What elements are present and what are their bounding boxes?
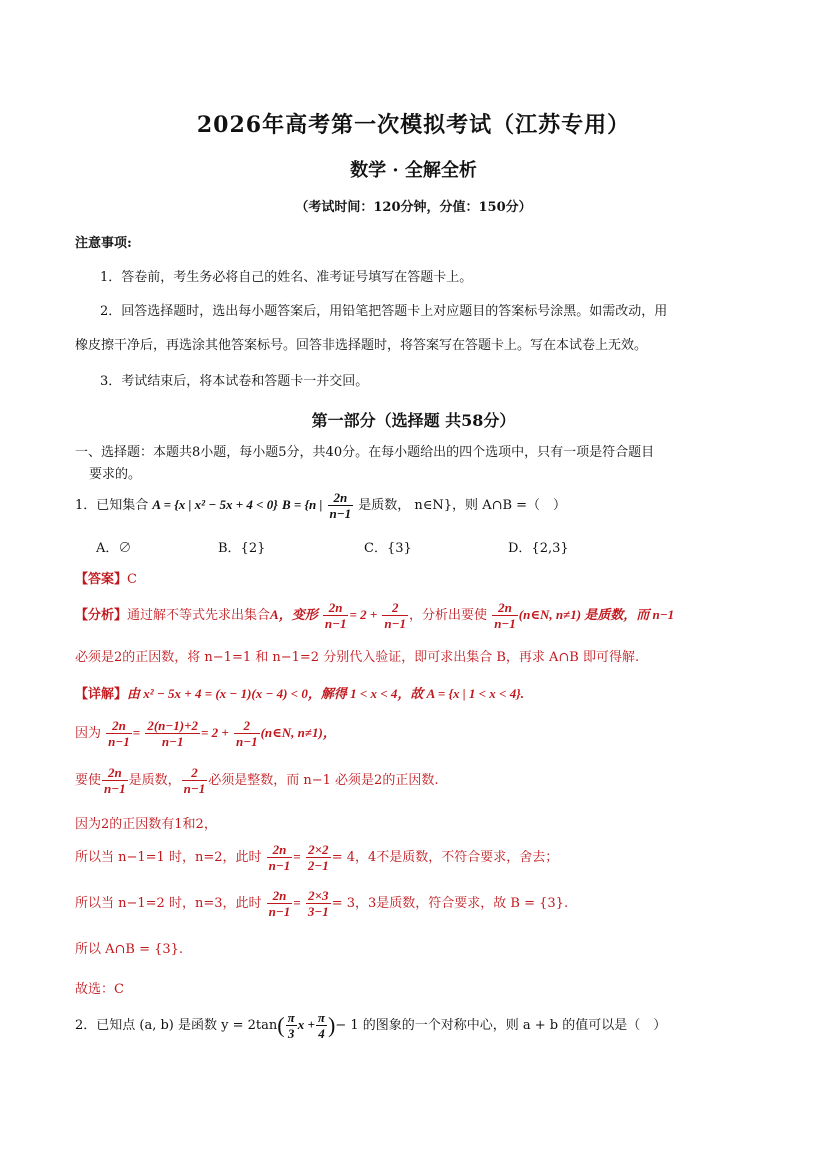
analysis-label: 【分析】 [75,608,128,623]
question-1-set-a: A = {x | x² − 5x + 4 < 0} [152,497,278,512]
option-b: B．{2} [218,541,266,556]
fraction-denominator: n−1 [235,734,258,749]
detail-line-5-pre: 所以当 n−1=1 时，n=2，此时 [75,850,262,865]
section-intro-line-1: 一、选择题：本题共8小题，每小题5分，共40分。在每小题给出的四个选项中，只有一项是符合题目 [75,445,655,460]
detail-text-1: 由 x² − 5x + 4 = (x − 1)(x − 4) < 0，解得 1 < x < 4，故 A = {x | 1 < x < 4}. [127,686,524,701]
detail-line-7: 所以 A∩B = {3}. [75,942,184,957]
analysis-text-a: 通过解不等式先求出集合 [127,608,271,623]
exam-info: （考试时间：120分钟，分值：150分） [295,200,532,215]
fraction-numerator: 2 [182,765,208,781]
detail-fraction-7 [306,842,331,873]
question-2-fraction-1 [286,1010,297,1041]
fraction-denominator: n−1 [324,616,347,631]
detail-fraction-1 [106,718,132,749]
detail-line-2: 因为 $\frac{2n}{n-1}$ = $\frac{2(n-1)+2}{n-1}$ = 2 + $\frac{2}{n-1}$ (n∈N, n≠1)， [75,718,336,749]
detail-line-3-tail: 必须是整数，而 n−1 必须是2的正因数. [208,773,439,788]
detail-line-5-tail: = 4，4不是质数，不符合要求，舍去； [331,850,559,865]
analysis-line-2: 必须是2的正因数，将 n−1=1 和 n−1=2 分别代入验证，即可求出集合 B，再求 A∩B 即可得解. [75,650,640,665]
detail-label: 【详解】 [75,687,128,702]
fraction-numerator: 2n [267,888,293,904]
answer-value: C [127,572,137,587]
option-a: A．∅ [96,541,132,556]
detail-fraction-8 [267,888,293,919]
answer-line [75,568,137,587]
detail-line-2-pre: 因为 [75,726,102,741]
detail-line-6: 所以当 n−1=2 时，n=3，此时 $\frac{2n}{n-1}$ = $\frac{2\times 3}{3-1}$ = 3，3是质数，符合要求，故 B = {3}. [75,888,569,919]
analysis-fraction-3 [492,600,518,631]
notice-item-3: 3．考试结束后，将本试卷和答题卡一并交回。 [100,374,369,389]
fraction-denominator: 3 [287,1026,295,1041]
question-1-fraction [328,490,354,521]
fraction-numerator: 2 [382,600,408,616]
fraction-denominator: n−1 [494,616,516,631]
detail-fraction-6 [267,842,293,873]
analysis-line-1 [75,598,674,633]
detail-line-1 [75,683,524,702]
answer-label: 【答案】 [75,572,128,587]
fraction-numerator: 2×3 [306,888,331,904]
fraction-denominator: 2−1 [307,858,329,873]
detail-fraction-4 [102,765,128,796]
page-title: 2026年高考第一次模拟考试（江苏专用） [196,112,631,138]
fraction-denominator: n−1 [183,781,206,796]
fraction-denominator: n−1 [268,904,291,919]
fraction-numerator: π [317,1010,325,1025]
fraction-denominator: n−1 [329,506,352,521]
section-intro-line-2: 要求的。 [89,467,142,482]
analysis-text-c: = 2 + [349,607,378,622]
detail-line-3 [75,763,438,799]
fraction-numerator: π [287,1010,295,1025]
notice-item-2-line-1: 2．回答选择题时，选出每小题答案后，用铅笔把答题卡上对应题目的答案标号涂黑。如需改动，用 [100,304,668,319]
question-2-tail: − 1 的图象的一个对称中心，则 a + b 的值可以是（ ） [335,1018,667,1033]
question-2-lead: 2．已知点 (a, b) 是函数 y = 2tan [75,1018,278,1033]
fraction-denominator: n−1 [268,858,291,873]
fraction-denominator: n−1 [384,616,407,631]
fraction-numerator: 2n [267,842,293,858]
analysis-text-e: (n∈N, n≠1) 是质数，而 n−1 [518,607,675,622]
detail-fraction-2 [145,718,200,749]
fraction-numerator: 2 [234,718,260,734]
question-2: 2．已知点 (a, b) 是函数 y = 2tan( $\frac{\pi}{3}$ x + $\frac{\pi}{4}$ )− 1 的图象的一个对称中心，则 a + b 的值可以是（ ） [75,1010,667,1041]
question-2-fraction-2 [316,1010,327,1041]
detail-line-6-tail: = 3，3是质数，符合要求，故 B = {3}. [331,896,569,911]
question-1-set-b-end: 是质数， n∈N}，则 A∩B =（ ） [358,498,567,513]
detail-line-3-pre: 要使 [75,773,102,788]
option-c: C．{3} [364,541,412,556]
fraction-denominator: n−1 [108,734,130,749]
analysis-text-d: ，分析出要使 [409,608,488,623]
fraction-numerator: 2n [323,600,349,616]
fraction-numerator: 2n [328,490,354,506]
detail-line-2-rest: = 2 + [201,725,229,740]
page-subtitle: 数学 · 全解全析 [350,160,477,181]
detail-line-5: 所以当 n−1=1 时，n=2，此时 $\frac{2n}{n-1}$ = $\frac{2\times 2}{2-1}$ = 4，4不是质数，不符合要求，舍去； [75,842,559,873]
fraction-denominator: n−1 [161,734,184,749]
fraction-denominator: n−1 [104,781,126,796]
fraction-numerator: 2n [106,718,132,734]
fraction-numerator: 2n [102,765,128,781]
detail-line-8: 故选：C [75,982,124,997]
detail-line-2-tail: (n∈N, n≠1)， [260,725,336,740]
analysis-text-b: A，变形 [270,607,318,622]
analysis-fraction-2 [382,600,408,631]
detail-line-3-mid: 是质数， [128,773,181,788]
question-1-lead: 1．已知集合 [75,498,149,513]
fraction-numerator: 2(n−1)+2 [147,718,199,733]
question-2-mid: x + [297,1017,315,1032]
option-d: D．{2,3} [508,541,569,556]
detail-fraction-5 [182,765,208,796]
fraction-numerator: 2n [492,600,518,616]
question-1-set-b-start: B = {n | [281,497,323,512]
notice-item-2-line-2: 橡皮擦干净后，再选涂其他答案标号。回答非选择题时，将答案写在答题卡上。写在本试卷上无效。 [75,338,648,353]
detail-line-4: 因为2的正因数有1和2， [75,817,217,832]
detail-fraction-9 [306,888,331,919]
fraction-denominator: 3−1 [307,904,329,919]
question-1 [75,487,566,524]
detail-line-6-pre: 所以当 n−1=2 时，n=3，此时 [75,896,262,911]
analysis-fraction-1 [323,600,349,631]
notice-item-1: 1．答卷前，考生务必将自己的姓名、准考证号填写在答题卡上。 [100,270,473,285]
fraction-numerator: 2×2 [306,842,331,858]
detail-fraction-3 [234,718,260,749]
section-title: 第一部分（选择题 共58分） [311,411,516,430]
notice-heading: 注意事项: [75,236,132,251]
fraction-denominator: 4 [318,1026,325,1041]
